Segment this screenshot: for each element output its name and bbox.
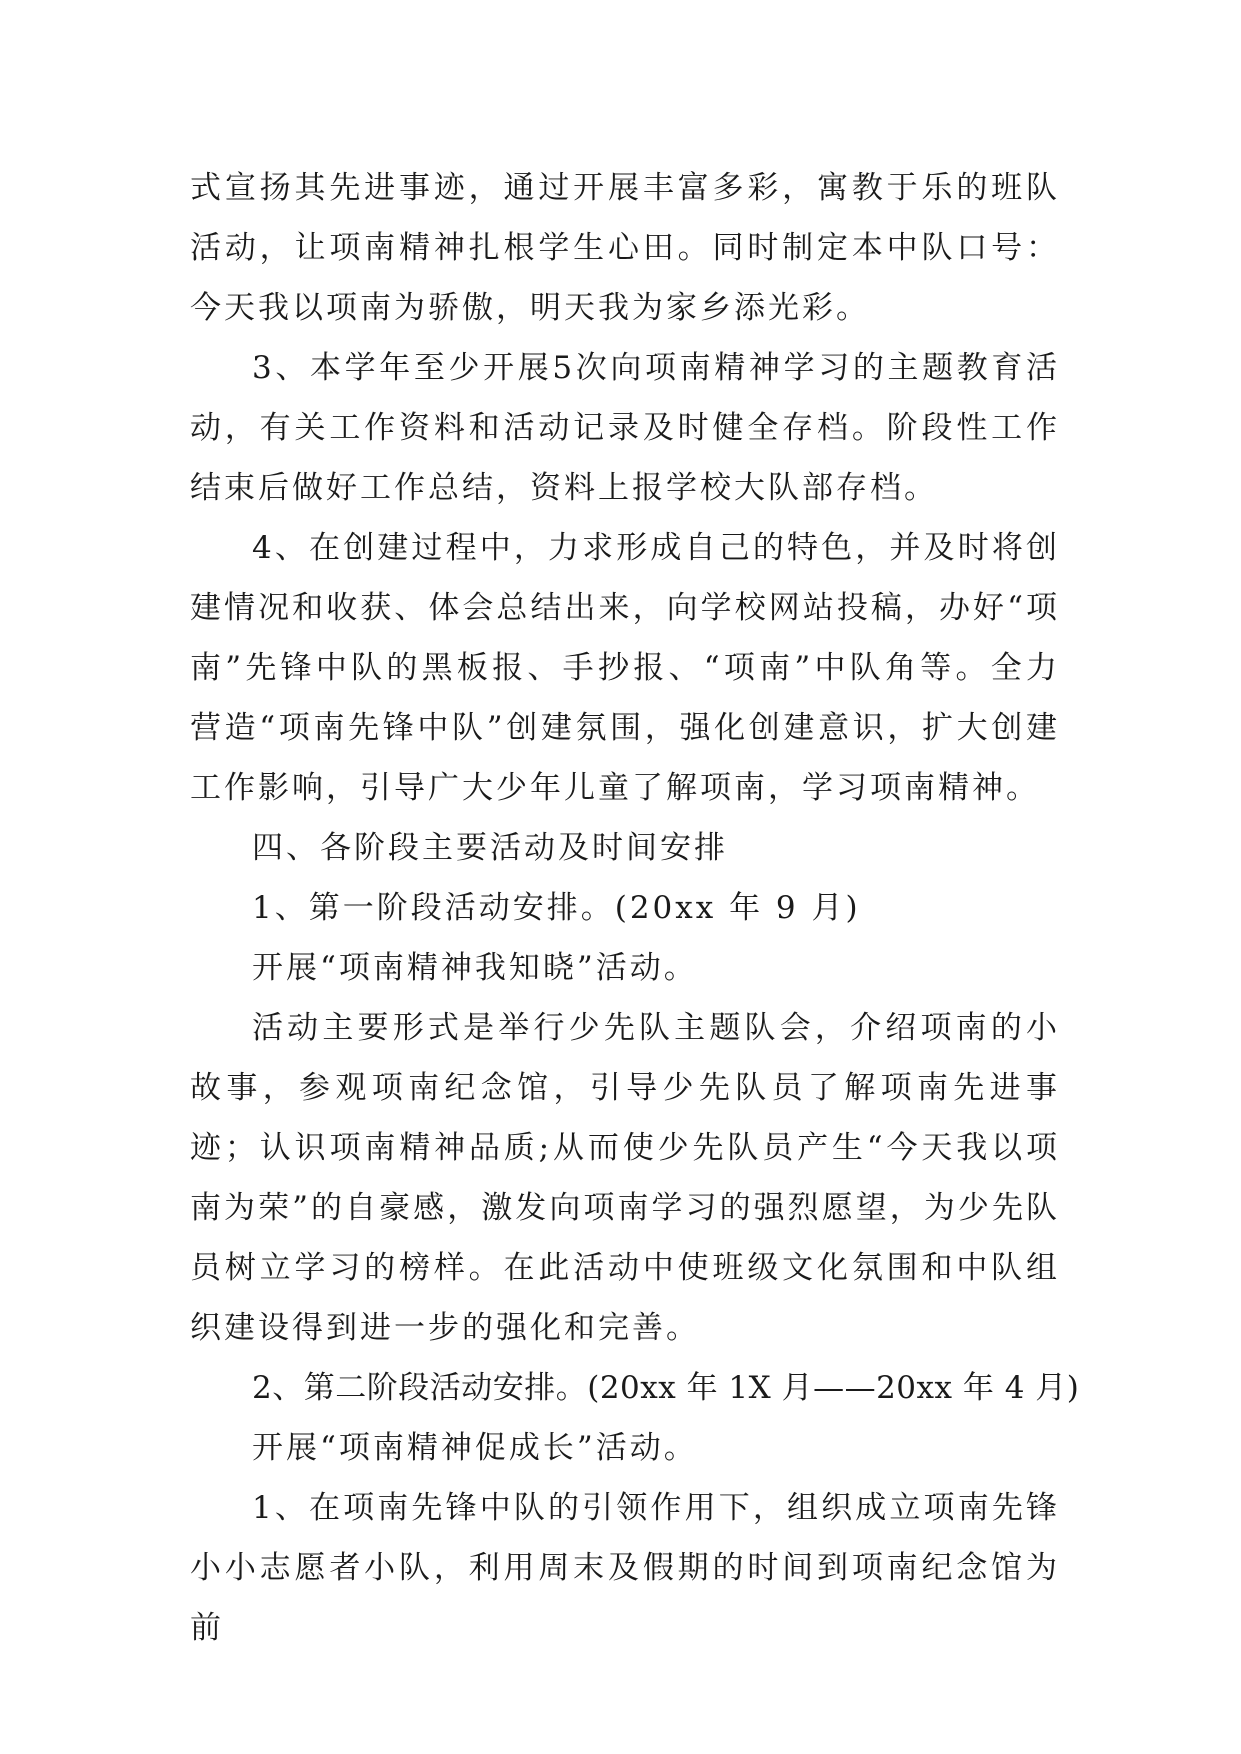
stage-2-item-1: 1、在项南先锋中队的引领作用下，组织成立项南先锋小小志愿者小队，利用周末及假期的时间到项南纪念馆为前 <box>190 1490 1060 1646</box>
paragraph-3: 4、在创建过程中，力求形成自己的特色，并及时将创建情况和收获、体会总结出来，向学校网站投稿，办好“项南”先锋中队的黑板报、手抄报、“项南”中队角等。全力营造“项南先锋中队”创建氛围，强化创建意识，扩大创建工作影响，引导广大少年儿童了解项南，学习项南精神。 <box>190 530 1060 806</box>
stage-1-heading: 1、第一阶段活动安排。(20xx 年 9 月) <box>252 890 861 926</box>
document-body <box>190 158 1080 1658</box>
stage-2-activity: 开展“项南精神促成长”活动。 <box>252 1430 698 1466</box>
paragraph-1: 式宣扬其先进事迹，通过开展丰富多彩，寓教于乐的班队活动，让项南精神扎根学生心田。同时制定本中队口号：今天我以项南为骄傲，明天我为家乡添光彩。 <box>190 170 1060 326</box>
stage-1-description: 活动主要形式是举行少先队主题队会，介绍项南的小故事，参观项南纪念馆，引导少先队员了解项南先进事迹；认识项南精神品质;从而使少先队员产生“今天我以项南为荣”的自豪感，激发向项南学习的强烈愿望，为少先队员树立学习的榜样。在此活动中使班级文化氛围和中队组织建设得到进一步的强化和完善。 <box>190 1010 1060 1346</box>
stage-1-activity: 开展“项南精神我知晓”活动。 <box>252 950 698 986</box>
section-heading-4: 四、各阶段主要活动及时间安排 <box>252 830 728 866</box>
paragraph-2: 3、本学年至少开展5次向项南精神学习的主题教育活动，有关工作资料和活动记录及时健全存档。阶段性工作结束后做好工作总结，资料上报学校大队部存档。 <box>190 350 1060 506</box>
stage-2-heading: 2、第二阶段活动安排。(20xx 年 1X 月——20xx 年 4 月) <box>252 1370 1080 1406</box>
